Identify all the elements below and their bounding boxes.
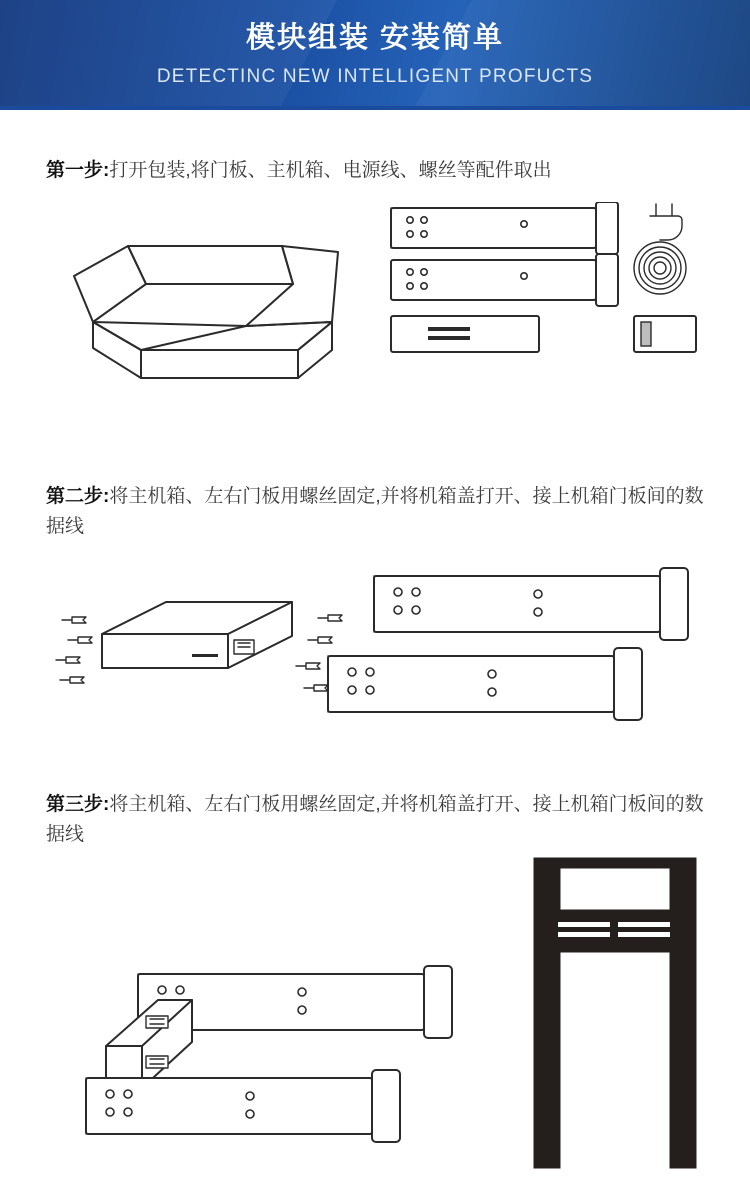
power-cord-icon	[634, 204, 686, 294]
step-1-line-art	[46, 202, 708, 412]
step-1-text	[46, 156, 708, 186]
chassis-connector-wedge	[106, 1000, 192, 1088]
step-3-text	[46, 790, 708, 850]
host-chassis-icon	[391, 316, 539, 352]
banner-bottom-rule	[0, 106, 750, 110]
accessory-box-icon	[634, 316, 696, 352]
step-1-block	[46, 156, 708, 186]
walkthrough-gate-icon	[534, 858, 696, 1168]
screws-left-group	[56, 617, 92, 683]
step-1-description: 打开包装,将门板、主机箱、电源线、螺丝等配件取出	[109, 160, 552, 181]
step-2-label: 第二步:	[46, 486, 110, 507]
step-3-label: 第三步:	[46, 794, 110, 815]
step-3-line-art	[46, 850, 708, 1180]
carton-icon	[74, 246, 338, 378]
step-1-label: 第一步:	[46, 160, 110, 181]
banner-subtitle: DETECTINC NEW INTELLIGENT PROFUCTS	[156, 65, 594, 87]
host-chassis-3d-icon	[102, 602, 292, 668]
step-2-illustration	[46, 554, 708, 754]
banner-inner	[0, 0, 750, 88]
step-3-block	[46, 790, 708, 850]
step-3-description: 将主机箱、左右门板用螺丝固定,并将机箱盖打开、接上机箱门板间的数据线	[46, 794, 704, 845]
step-2-text	[46, 482, 708, 542]
step-3-illustration	[46, 850, 708, 1180]
page-header-banner	[0, 0, 750, 106]
door-panel-large-upper	[374, 568, 688, 640]
step-2-description: 将主机箱、左右门板用螺丝固定,并将机箱盖打开、接上机箱门板间的数据线	[46, 486, 704, 537]
step-1-illustration	[46, 202, 708, 412]
door-panel-bar-2	[391, 254, 618, 306]
assembled-panel-lower	[86, 1070, 400, 1142]
banner-title: 模块组装 安装简单	[245, 22, 505, 54]
door-panel-large-lower	[328, 648, 642, 720]
step-2-block	[46, 482, 708, 542]
step-2-line-art	[46, 554, 708, 754]
